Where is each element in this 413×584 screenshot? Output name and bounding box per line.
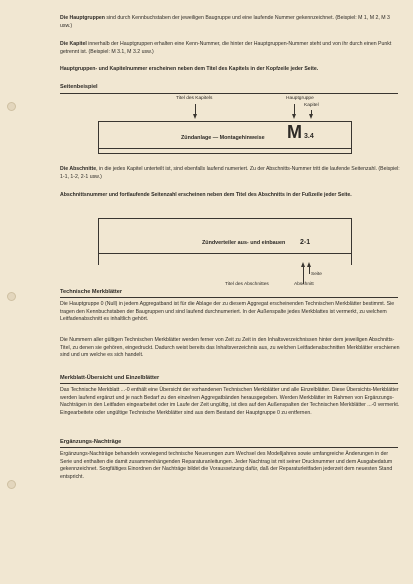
example2-footer-line	[98, 253, 352, 254]
example1-chapter-title: Zündanlage — Montagehinweise	[181, 135, 265, 141]
label-section-title: Titel des Abschnittes	[225, 282, 269, 287]
binder-hole	[7, 480, 16, 489]
arrow-line-page	[309, 266, 310, 274]
binder-hole	[7, 102, 16, 111]
arrow-down-icon	[193, 114, 197, 119]
example1-group-letter: M	[287, 122, 302, 142]
term-abschnitte: Die Abschnitte	[60, 166, 97, 172]
binder-hole	[7, 292, 16, 301]
supplements-paragraph: Ergänzungs-Nachträge behandeln vorwiegend technische Neuerungen zum Wechsel des Modelljahres sowie umfangreiche Änderungen in der Serie und enthalten die damit zusammenhängenden Reparaturanleitungen. Jeder Nachtrag ist mit seiner Drucknummer und dem Ausgabedatum gekennzeichnet. Sorgfältiges Einordnen der Nachträge bildet die Voraussetzung dafür, daß der Reparaturleitfaden jederzeit dem neuesten Stand entspricht.	[60, 451, 393, 480]
footer-rule-paragraph: Abschnittsnummer und fortlaufende Seitenzahl erscheinen neben dem Titel des Abschnitts in der Fußzeile jeder Seite.	[60, 192, 352, 198]
intro-paragraph-1	[60, 15, 400, 30]
intro-paragraph-3: Hauptgruppen- und Kapitelnummer erscheinen neben dem Titel des Kapitels in der Kopfzeile jeder Seite.	[60, 66, 319, 72]
example1-heading: Seitenbeispiel	[60, 84, 98, 90]
arrow-down-icon	[309, 114, 313, 119]
supplements-heading: Ergänzungs-Nachträge	[60, 439, 122, 445]
label-main-group: Hauptgruppe	[286, 96, 314, 101]
label-chapter-title: Titel des Kapitels	[176, 96, 213, 101]
intro-term-kapitel: Die Kapitel	[60, 41, 87, 47]
intro-paragraph-2	[60, 41, 400, 56]
example1-box-top	[98, 121, 352, 122]
label-page: Seite	[311, 272, 322, 277]
tech-paragraph-2: Die Nummern aller gültigen Technischen Merkblätter werden ferner von Zeit zu Zeit in den Inhaltsverzeichnissen hinter dem jeweiligen Abschnitts-Titel, zu denen sie gehören, eingedruckt. Dadurch weist bereits das Inhaltsverzeichnis aus, zu welchen Leitfadenabschnitten Merkblätter erschienen sind und um welche es sich handelt.	[60, 337, 400, 359]
sections-paragraph	[60, 166, 400, 181]
example1-chapter-number: 3.4	[304, 133, 314, 140]
overview-paragraph: Das Technische Merkblatt ...-0 enthält eine Übersicht der vorhandenen Technischen Merkblätter und alle Einzelblätter. Diese Übersichts-Merkblätter werden laufend ergänzt und je nach Bedarf zu den einzelnen Aggregatbänden herausgegeben. Werden Merkblätter im Rahmen von Ergänzungs-Nachträgen in den Leitfaden eingearbeitet oder im Laufe der Zeit ungültig, ist dies auf den Außenspalten der Technischen Merkblätter ...-0 vermerkt. Eingearbeitete oder ungültige Technische Merkblätter sind aus dem Bestand der Hauptgruppe 0 zu entfernen.	[60, 387, 400, 416]
intro-text-2: innerhalb der Hauptgruppen erhalten eine Kenn-Nummer, die hinter der Hauptgruppen-Nummer steht und von ihr durch einen Punkt getrennt ist. (Beispiel: M 3.1, M 3.2 usw.)	[60, 41, 392, 55]
tech-rule	[60, 297, 398, 298]
arrow-down-icon	[292, 114, 296, 119]
example2-section-title: Zündverteiler aus- und einbauen	[202, 240, 286, 246]
tech-paragraph-1: Die Hauptgruppe 0 (Null) in jedem Aggregatband ist für die Ablage der zu diesem Aggregat erscheinenden Technischen Merkblätter bestimmt. Sie tragen den Kennbuchstaben der Baugruppen und sind laufend durchnumeriert. In der Außenspalte jedes Merkblattes ist vermerkt, zu welchem Leitfadenabschnitt es inhaltlich gehört.	[60, 301, 395, 323]
label-section: Abschnitt	[294, 282, 314, 287]
sections-text: , in die jedes Kapitel unterteilt ist, sind ebenfalls laufend numeriert. Zu der Abschnitts-Nummer tritt die laufende Seitenzahl. (Beispiel: 1-1, 1-2, 2-1 usw.)	[60, 166, 400, 180]
intro-text-1: sind durch Kennbuchstaben der jeweiligen Baugruppe und eine laufende Nummer gekennzeichnet. (Beispiel: M 1, M 2, M 3 usw.)	[60, 15, 390, 29]
tech-heading: Technische Merkblätter	[60, 289, 123, 295]
overview-rule	[60, 383, 398, 384]
supplements-rule	[60, 447, 398, 448]
overview-heading: Merkblatt-Übersicht und Einzelblätter	[60, 375, 160, 381]
example2-section-number: 2-1	[300, 239, 311, 246]
label-chapter: Kapitel	[304, 103, 319, 108]
example1-header-line	[98, 148, 352, 149]
intro-term-hauptgruppen: Die Hauptgruppen	[60, 15, 105, 21]
example1-top-rule	[60, 93, 398, 94]
